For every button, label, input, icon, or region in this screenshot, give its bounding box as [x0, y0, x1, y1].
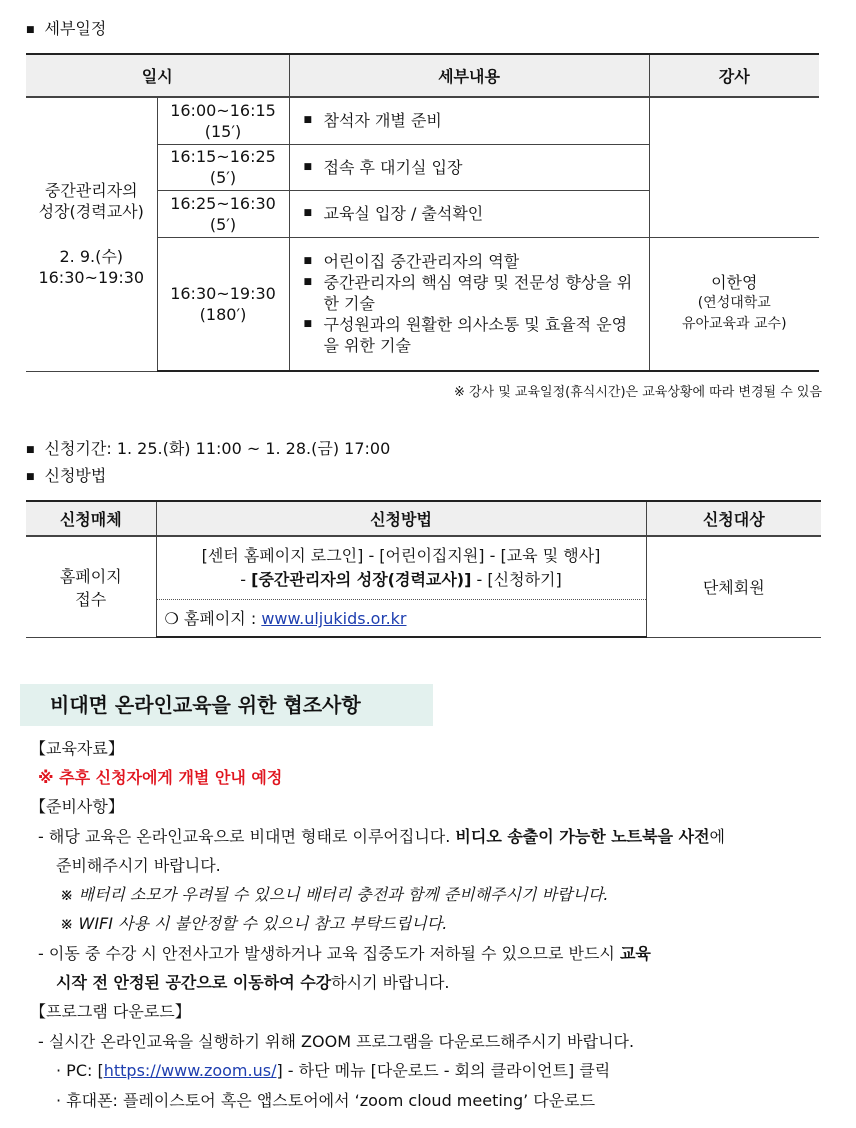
time-cell: 16:25~16:30 (5′) [157, 190, 289, 237]
materials-heading: 【교육자료】 [30, 739, 124, 758]
apply-period: ■ 신청기간: 1. 25.(화) 11:00 ~ 1. 28.(금) 17:00 [26, 439, 391, 458]
content-cell: ■ 교육실 입장 / 출석확인 [289, 190, 649, 237]
instructor-empty-cell [649, 97, 819, 237]
session-date: 2. 9.(수) [59, 247, 124, 267]
download-mobile: · 휴대폰: 플레이스토어 혹은 앱스토어에서 ‘zoom cloud meeting’ 다운로드 [56, 1091, 596, 1110]
session-time: 16:30~19:30 [38, 268, 145, 288]
header-details: 세부내용 [289, 54, 649, 97]
prep-heading: 【준비사항】 [30, 797, 124, 816]
square-bullet-icon: ■ [303, 277, 313, 288]
square-bullet-icon: ■ [303, 161, 313, 172]
download-pc: · PC: [https://www.zoom.us/] - 하단 메뉴 [다운로드 - 회의 클라이언트] 클릭 [56, 1061, 611, 1080]
header-instructor: 강사 [649, 54, 819, 97]
schedule-table [26, 53, 819, 372]
download-heading: 【프로그램 다운로드】 [30, 1002, 191, 1021]
prep-note: ※ WIFI 사용 시 불안정할 수 있으니 참고 부탁드립니다. [60, 914, 448, 933]
homepage-link[interactable]: www.uljukids.or.kr [261, 609, 407, 629]
instructor-cell [649, 237, 819, 371]
schedule-heading: ■ 세부일정 [26, 19, 107, 38]
header-target: 신청대상 [646, 501, 821, 536]
apply-method-heading: ■ 신청방법 [26, 466, 107, 485]
medium-cell: 홈페이지 접수 [26, 536, 156, 637]
content-cell: ■ 어린이집 중간관리자의 역할 ■ 중간관리자의 핵심 역량 및 전문성 향상을 위한 기술 ■ 구성원과의 원활한 의사소통 및 효율적 운영을 위한 기술 [289, 237, 649, 371]
prep-item-cont: 시작 전 안정된 공간으로 이동하여 수강하시기 바랍니다. [56, 973, 450, 992]
apply-header-row [26, 501, 821, 536]
table-row [26, 536, 821, 599]
prep-item: - 해당 교육은 온라인교육으로 비대면 형태로 이루어집니다. 비디오 송출이 가능한 노트북을 사전에 [38, 827, 725, 846]
square-bullet-icon: ■ [26, 25, 35, 35]
apply-table [26, 500, 821, 638]
schedule-header-row [26, 54, 819, 97]
header-method: 신청방법 [156, 501, 646, 536]
prep-item: - 이동 중 수강 시 안전사고가 발생하거나 교육 집중도가 저하될 수 있으므로 반드시 교육 [38, 944, 651, 963]
square-bullet-icon: ■ [26, 472, 35, 482]
session-label: 성장(경력교사) [38, 202, 144, 222]
target-cell: 단체회원 [646, 536, 821, 637]
instructor-name: 이한영 [711, 273, 758, 293]
time-cell: 16:00~16:15 (15′) [157, 97, 289, 144]
schedule-note: ※ 강사 및 교육일정(휴식시간)은 교육상황에 따라 변경될 수 있음 [453, 385, 822, 400]
header-medium: 신청매체 [26, 501, 156, 536]
content-cell: ■ 참석자 개별 준비 [289, 97, 649, 144]
homepage-cell: ❍ 홈페이지 : www.uljukids.or.kr [156, 599, 646, 637]
square-bullet-icon: ■ [26, 445, 35, 455]
zoom-link[interactable]: https://www.zoom.us/ [103, 1061, 277, 1080]
header-datetime: 일시 [26, 54, 289, 97]
session-cell [26, 97, 157, 371]
table-row [26, 97, 819, 144]
download-item: - 실시간 온라인교육을 실행하기 위해 ZOOM 프로그램을 다운로드해주시기 바랍니다. [38, 1032, 635, 1051]
square-bullet-icon: ■ [303, 319, 313, 330]
session-label: 중간관리자의 [44, 181, 138, 201]
time-cell: 16:15~16:25 (5′) [157, 144, 289, 190]
instructor-affiliation: 유아교육과 교수) [681, 316, 787, 333]
content-cell: ■ 접속 후 대기실 입장 [289, 144, 649, 190]
method-cell: [센터 홈페이지 로그인] - [어린이집지원] - [교육 및 행사] - [중간관리자의 성장(경력교사)] - [신청하기] [156, 536, 646, 599]
square-bullet-icon: ■ [303, 256, 313, 267]
banner-title: 비대면 온라인교육을 위한 협조사항 [20, 684, 433, 726]
materials-note: ※ 추후 신청자에게 개별 안내 예정 [38, 768, 283, 787]
prep-note: ※ 배터리 소모가 우려될 수 있으니 배터리 충전과 함께 준비해주시기 바랍니다. [60, 885, 609, 904]
instructor-affiliation: (연성대학교 [697, 295, 771, 312]
prep-item-cont: 준비해주시기 바랍니다. [56, 856, 221, 875]
square-bullet-icon: ■ [303, 115, 313, 126]
time-cell: 16:30~19:30 (180′) [157, 237, 289, 371]
square-bullet-icon: ■ [303, 208, 313, 218]
